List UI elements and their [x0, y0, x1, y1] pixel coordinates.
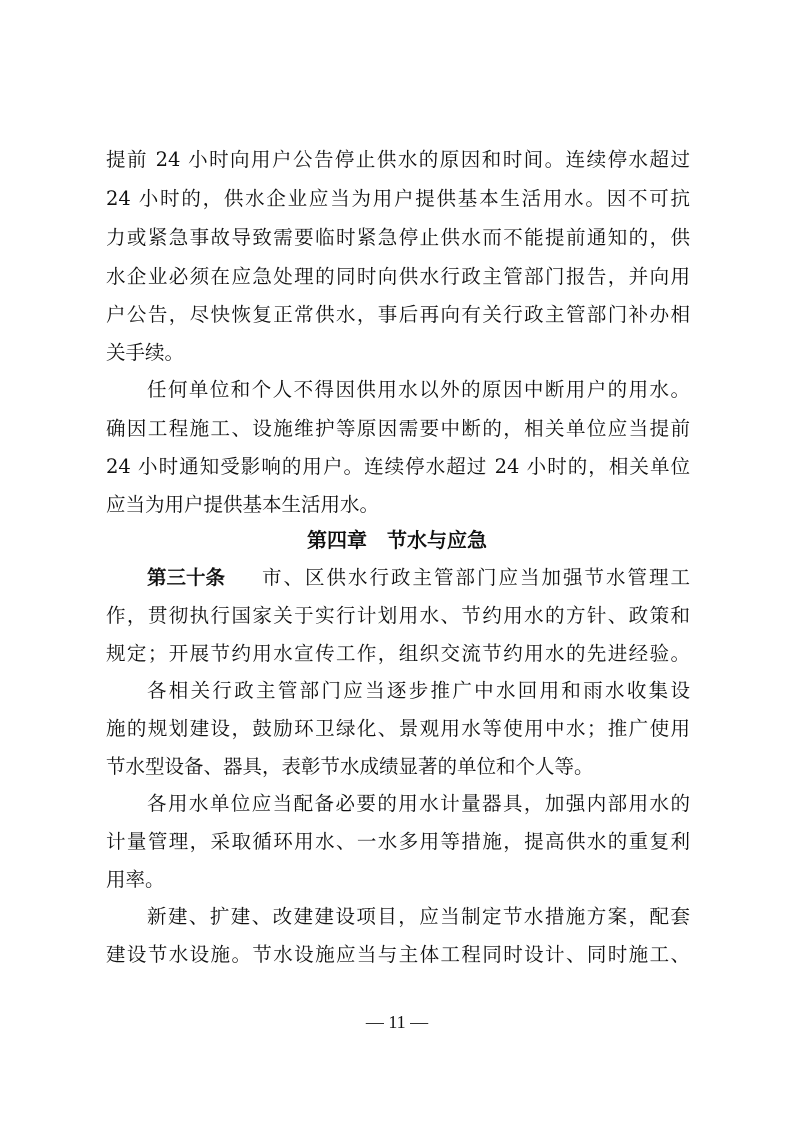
text-line: 提前 24 小时向用户公告停止供水的原因和时间。连续停水超过: [106, 148, 690, 171]
article-text: 市、区供水行政主管部门应当加强节水管理工: [262, 566, 690, 589]
text-line: 水企业必须在应急处理的同时向供水行政主管部门报告，并向用: [106, 265, 690, 288]
text-line: 节水型设备、器具，表彰节水成绩显著的单位和个人等。: [106, 755, 594, 778]
text-line: 确因工程施工、设施维护等原因需要中断的，相关单位应当提前: [106, 417, 690, 440]
text-line: 应当为用户提供基本生活用水。: [106, 493, 380, 516]
chapter-heading: 第四章 节水与应急: [307, 528, 487, 552]
paragraph-first-line: 新建、扩建、改建建设项目，应当制定节水措施方案，配套: [147, 905, 690, 928]
text-line: 施的规划建设，鼓励环卫绿化、景观用水等使用中水；推广使用: [106, 717, 690, 740]
paragraph-first-line: 任何单位和个人不得因供用水以外的原因中断用户的用水。: [147, 378, 690, 401]
text-line: 计量管理，采取循环用水、一水多用等措施，提高供水的重复利: [106, 830, 690, 853]
text-line: 用率。: [106, 868, 165, 891]
text-line: 力或紧急事故导致需要临时紧急停止供水而不能提前通知的，供: [106, 226, 690, 249]
paragraph-first-line: 各用水单位应当配备必要的用水计量器具，加强内部用水的: [147, 792, 690, 815]
paragraph-first-line: 各相关行政主管部门应当逐步推广中水回用和雨水收集设: [147, 679, 690, 702]
page-number: — 11 —: [365, 1012, 429, 1032]
text-line: 建设节水设施。节水设施应当与主体工程同时设计、同时施工、: [106, 943, 690, 966]
text-line: 关手续。: [106, 341, 185, 364]
article-number: 第三十条: [147, 566, 226, 589]
text-line: 规定；开展节约用水宣传工作，组织交流节约用水的先进经验。: [106, 642, 690, 665]
text-line: 作，贯彻执行国家关于实行计划用水、节约用水的方针、政策和: [106, 604, 690, 627]
text-line: 24 小时通知受影响的用户。连续停水超过 24 小时的，相关单位: [106, 455, 690, 478]
text-line: 24 小时的，供水企业应当为用户提供基本生活用水。因不可抗: [106, 187, 690, 210]
text-line: 户公告，尽快恢复正常供水，事后再向有关行政主管部门补办相: [106, 303, 690, 326]
